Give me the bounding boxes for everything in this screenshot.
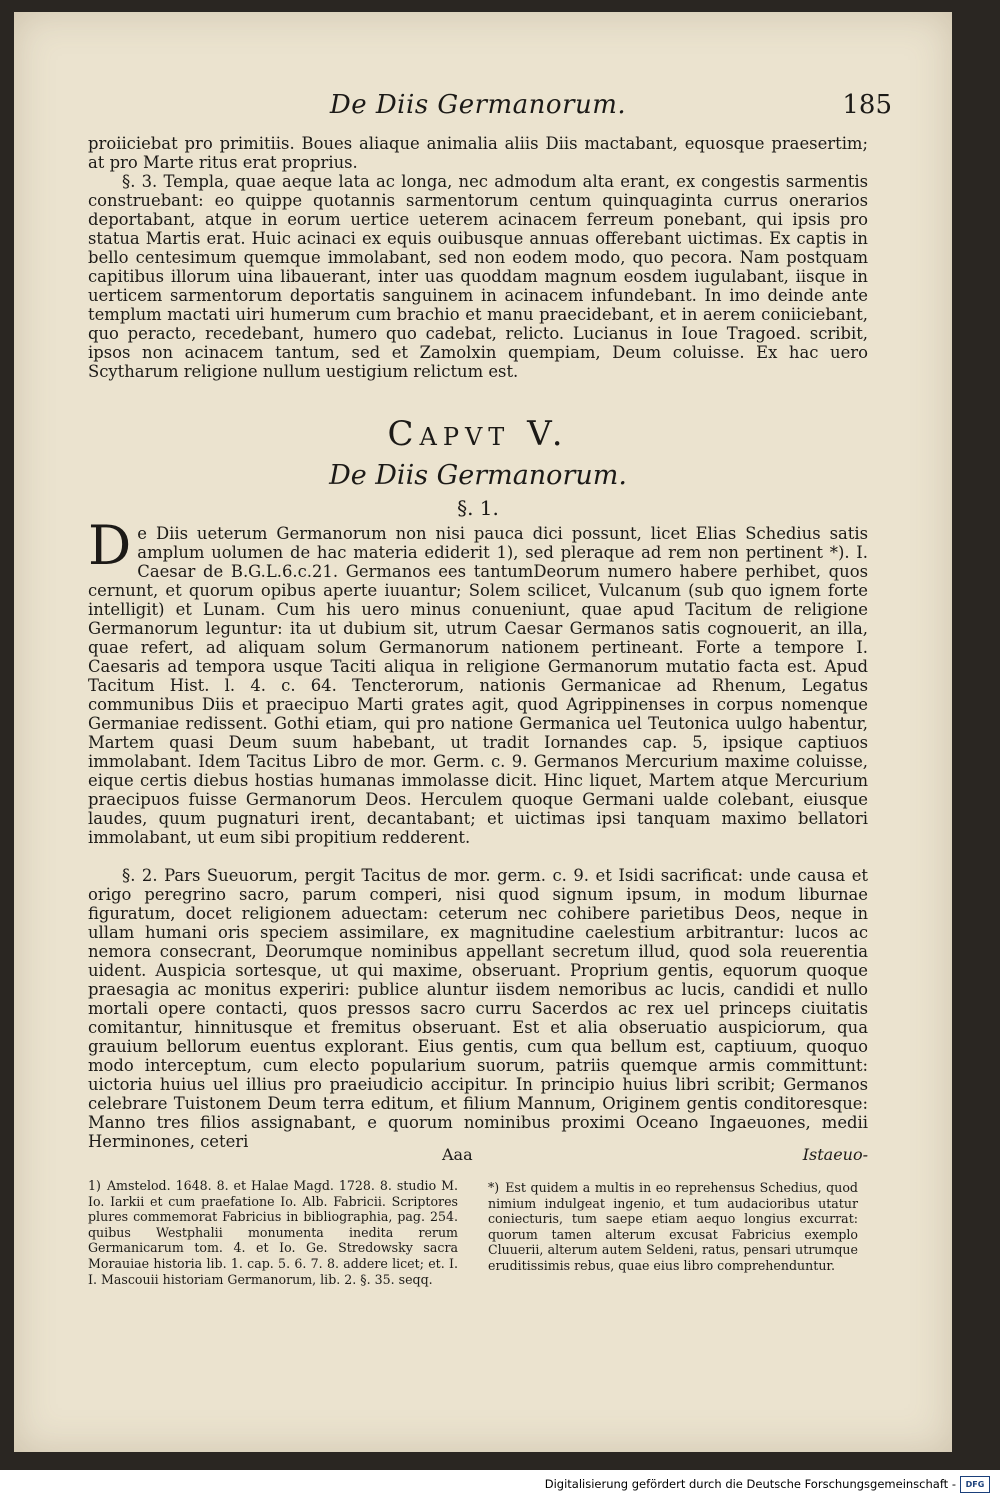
section-2-block bbox=[88, 866, 868, 1151]
dfg-logo-icon: DFG bbox=[960, 1476, 990, 1493]
section-1-text: e Diis ueterum Germanorum non nisi pauca dici possunt, licet Elias Schedius satis amplum uolumen de hac materia ediderit 1), sed pleraque ad rem non pertinent *). I. Caesar de B.G.L.6.c.21. Germanos ees tantumDeorum numero habere perhibet, quos cernunt, et quorum opibus aperte iuuantur; Solem scilicet, Vulcanum (sub quo ignem forte intelligit) et Lunam. Cum his uero minus conueniunt, quae apud Tacitum de religione Germanorum leguntur: ita ut dubium sit, utrum Caesar Germanos satis cognouerit, an illa, quae refert, ad aliquam solum Germanorum nationem pertineant. Forte a tempore I. Caesaris ad tempora usque Taciti aliqua in religione Germanorum mutatio facta est. Apud Tacitum Hist. l. 4. c. 64. Tencterorum, nationis Germanicae ad Rhenum, Legatus communibus Diis et praecipuo Marti grates agit, quod Agrippinenses in corpus nomenque Germaniae redissent. Gothi etiam, qui pro natione Germanica uel Teutonica uulgo habentur, Martem quasi Deum suum habebant, ut tradit Iornandes cap. 5, ipsique captiuos immolabant. Idem Tacitus Libro de mor. Germ. c. 9. Germanos Mercurium maxime coluisse, eique certis diebus hostias humanas immolasse dicit. Hinc liquet, Martem atque Mercurium praecipuos fuisse Germanorum Deos. Herculem quoque Germani ualde colebant, eiusque laudes, quum pugnaturi irent, decantabant; et uictimas ipsi tanquam maximo bellatori immolabant, ut eum sibi propitium redderent. bbox=[88, 524, 868, 847]
paragraph-section-3: §. 3. Templa, quae aeque lata ac longa, nec admodum alta erant, ex congestis sarmentis construebant: eo quippe quotannis sarmentorum centum quinquaginta currus onerarios deportabant, atque in eorum uertice ueterem acinacem ferreum ponebant, qui ipsis pro statua Martis erat. Huic acinaci ex equis ouibusque annuas offerebant uictimas. Ex captis in bello centesimum quemque immolabant, sed non eodem modo, quo pecora. Nam postquam capitibus illorum uina libauerant, inter uas quoddam magnum eosdem iugulabant, iisque in uerticem sarmentorum deportatis sanguinem in acinacem infundebant. In imo deinde ante templum mactati uiri humerum cum brachio et manu praecidebant, et in aerem coniiciebant, quo peracto, recedebant, humero quo cadebat, relicto. Lucianus in Ioue Tragoed. scribit, ipsos non acinacem tantum, sed et Zamolxin quempiam, Deum coluisse. Ex hac uero Scytharum religione nullum uestigium relictum est. bbox=[88, 172, 868, 381]
signature-mark: Aaa bbox=[442, 1145, 473, 1164]
running-title: De Diis Germanorum. bbox=[329, 90, 627, 120]
book-page bbox=[14, 12, 952, 1452]
chapter-subtitle: De Diis Germanorum. bbox=[329, 460, 627, 491]
chapter-title: Capvt V. bbox=[387, 414, 569, 454]
footnote-1-marker: 1) bbox=[88, 1178, 101, 1193]
top-text-block bbox=[88, 134, 868, 381]
paragraph-section-2: §. 2. Pars Sueuorum, pergit Tacitus de mor. germ. c. 9. et Isidi sacrificat: unde causa et origo peregrino sacro, parum comperi, nisi quod signum ipsum, in modum liburnae figuratum, docet religionem aduectam: ceterum nec cohibere parietibus Deos, neque in ullam humani oris speciem assimilare, ex magnitudine caelestium arbitrantur: lucos ac nemora consecrant, Deorumque nominibus appellant secretum illud, quod sola reuerentia uident. Auspicia sortesque, ut qui maxime, obseruant. Proprium gentis, equorum quoque praesagia ac monitus experiri: publice aluntur iisdem nemoribus ac lucis, candidi et nullo mortali opere contacti, quos pressos sacro curru Sacerdos ac rex uel princeps ciuitatis comitantur, hinnitusque et fremitus obseruant. Est et alia obseruatio auspiciorum, qua grauium bellorum euentus explorant. Eius gentis, cum qua bellum est, captiuum, quoquo modo interceptum, cum electo popularium suorum, patriis quemque armis committunt: uictoria huius uel illius pro praeiudicio accipitur. In principio huius libri scribit; Germanos celebrare Tuistonem Deum terra editum, et filium Mannum, Originem gentis conditoresque: Manno tres filios assignabant, e quorum nominibus proximi Oceano Ingaeuones, medii Herminones, ceteri bbox=[88, 866, 868, 1151]
running-head bbox=[88, 90, 892, 130]
footnote-1 bbox=[88, 1178, 458, 1287]
page-number: 185 bbox=[842, 90, 892, 120]
footnote-2-marker: *) bbox=[488, 1180, 500, 1195]
footnote-1-text: Amstelod. 1648. 8. et Halae Magd. 1728. 8. studio M. Io. Iarkii et cum praefatione Io. Alb. Fabricii. Scriptores plures commemorat Fabricius in bibliographia, pag. 254. quibus Westphalii monumenta inedita rerum Germanicarum tom. 4. et Io. Ge. Stredowsky sacra Morauiae historia lib. 1. cap. 5. 6. 7. 8. addere licet; et. I. I. Mascouii historiam Germanorum, lib. 2. §. 35. seqq. bbox=[88, 1178, 458, 1287]
paragraph-continued: proiiciebat pro primitiis. Boues aliaque animalia aliis Diis mactabant, equosque praesertim; at pro Marte ritus erat proprius. bbox=[88, 134, 868, 172]
digitization-footer bbox=[0, 1470, 1000, 1497]
catchword: Istaeuo- bbox=[802, 1145, 868, 1164]
footnote-2 bbox=[488, 1180, 858, 1274]
paragraph-section-1 bbox=[88, 514, 868, 847]
section-heading: §. 1. bbox=[457, 496, 499, 520]
catchline bbox=[88, 1145, 868, 1165]
footnote-2-text: Est quidem a multis in eo reprehensus Schedius, quod nimium indulgeat ingenio, et tum audacioribus utatur coniecturis, tum saepe etiam aequo longius excurrat: quorum tamen alterum excusat Fabricius exemplo Cluuerii, alterum autem Seldeni, ratus, pensari utrumque eruditissimis rebus, quae eius libro comprehenduntur. bbox=[488, 1180, 858, 1273]
section-1-block bbox=[88, 514, 868, 847]
dropcap-initial: D bbox=[88, 514, 132, 577]
footer-credit: Digitalisierung gefördert durch die Deutsche Forschungsgemeinschaft - bbox=[544, 1477, 956, 1491]
